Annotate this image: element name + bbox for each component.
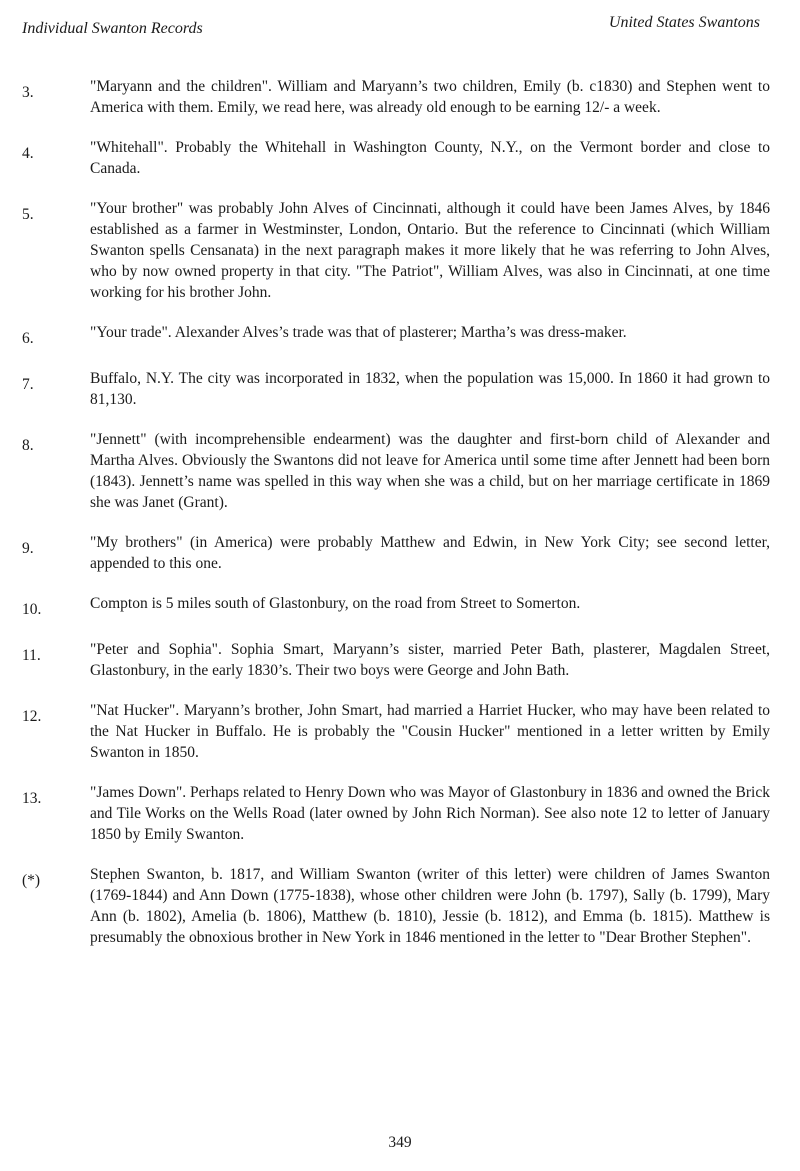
note-text: "Your trade". Alexander Alves’s trade was that of plasterer; Martha’s was dress-maker. bbox=[90, 324, 627, 341]
note-number: 8. bbox=[22, 437, 34, 454]
note-item bbox=[22, 368, 770, 410]
running-header-right: United States Swantons bbox=[608, 14, 760, 31]
note-item bbox=[22, 864, 770, 948]
note-item bbox=[22, 322, 770, 349]
note-number: 7. bbox=[22, 376, 34, 393]
note-number: (*) bbox=[22, 872, 41, 889]
note-item bbox=[22, 137, 770, 179]
note-number: 13. bbox=[22, 790, 42, 807]
note-text: Buffalo, N.Y. The city was incorporated in 1832, when the population was 15,000. In 1860 it had grown to 81,130. bbox=[90, 370, 770, 408]
note-text: "Maryann and the children". William and Maryann’s two children, Emily (b. c1830) and Stephen went to America with them. Emily, we read here, was already old enough to be earning 12/- a week. bbox=[90, 78, 770, 116]
note-item bbox=[22, 429, 770, 513]
page-number: 349 bbox=[388, 1134, 412, 1151]
note-text: Stephen Swanton, b. 1817, and William Swanton (writer of this letter) were children of James Swanton (1769-1844) and Ann Down (1775-1838), whose other children were John (b. 1797), Sally (b. 1799), Mary Ann (b. 1802), Amelia (b. 1806), Matthew (b. 1810), Jessie (b. 1812), and Emma (b. 1815). Matthew is presumably the obnoxious brother in New York in 1846 mentioned in the letter to "Dear Brother Stephen". bbox=[90, 866, 770, 946]
note-text: "My brothers" (in America) were probably Matthew and Edwin, in New York City; see second letter, appended to this one. bbox=[90, 534, 770, 572]
note-text: "Whitehall". Probably the Whitehall in Washington County, N.Y., on the Vermont border and close to Canada. bbox=[90, 139, 770, 177]
note-text: "Nat Hucker". Maryann’s brother, John Smart, had married a Harriet Hucker, who may have been related to the Nat Hucker in Buffalo. He is probably the "Cousin Hucker" mentioned in a letter written by Emily Swanton in 1850. bbox=[90, 702, 770, 761]
note-item bbox=[22, 593, 770, 620]
note-number: 6. bbox=[22, 330, 34, 347]
note-number: 3. bbox=[22, 84, 34, 101]
note-item bbox=[22, 76, 770, 118]
note-text: "James Down". Perhaps related to Henry Down who was Mayor of Glastonbury in 1836 and owned the Brick and Tile Works on the Wells Road (later owned by John Rich Norman). See also note 12 to letter of January 1850 by Emily Swanton. bbox=[90, 784, 770, 843]
note-number: 5. bbox=[22, 206, 34, 223]
note-number: 10. bbox=[22, 601, 42, 618]
note-text: "Jennett" (with incomprehensible endearment) was the daughter and first-born child of Alexander and Martha Alves. Obviously the Swantons did not leave for America until some time after Jennett had been born (1843). Jennett’s name was spelled in this way when she was a child, but on her marriage certificate in 1869 she was Janet (Grant). bbox=[90, 431, 770, 511]
note-item bbox=[22, 198, 770, 303]
notes-list bbox=[22, 76, 770, 967]
note-item bbox=[22, 782, 770, 845]
note-number: 9. bbox=[22, 540, 34, 557]
note-number: 4. bbox=[22, 145, 34, 162]
note-item bbox=[22, 532, 770, 574]
note-item bbox=[22, 639, 770, 681]
note-item bbox=[22, 700, 770, 763]
running-header-left: Individual Swanton Records bbox=[22, 20, 203, 37]
note-text: "Peter and Sophia". Sophia Smart, Maryann’s sister, married Peter Bath, plasterer, Magdalen Street, Glastonbury, in the early 1830’s. Their two boys were George and John Bath. bbox=[90, 641, 770, 679]
note-text: Compton is 5 miles south of Glastonbury, on the road from Street to Somerton. bbox=[90, 595, 581, 612]
note-text: "Your brother" was probably John Alves of Cincinnati, although it could have been James Alves, by 1846 established as a farmer in Westminster, London, Ontario. But the reference to Cincinnati (which William Swanton spells Censanata) in the next paragraph makes it more likely that he was referring to John Alves, who by now owned property in that city. "The Patriot", William Alves, was also in Cincinnati, at one time working for his brother John. bbox=[90, 200, 770, 301]
note-number: 11. bbox=[22, 647, 41, 664]
note-number: 12. bbox=[22, 708, 42, 725]
